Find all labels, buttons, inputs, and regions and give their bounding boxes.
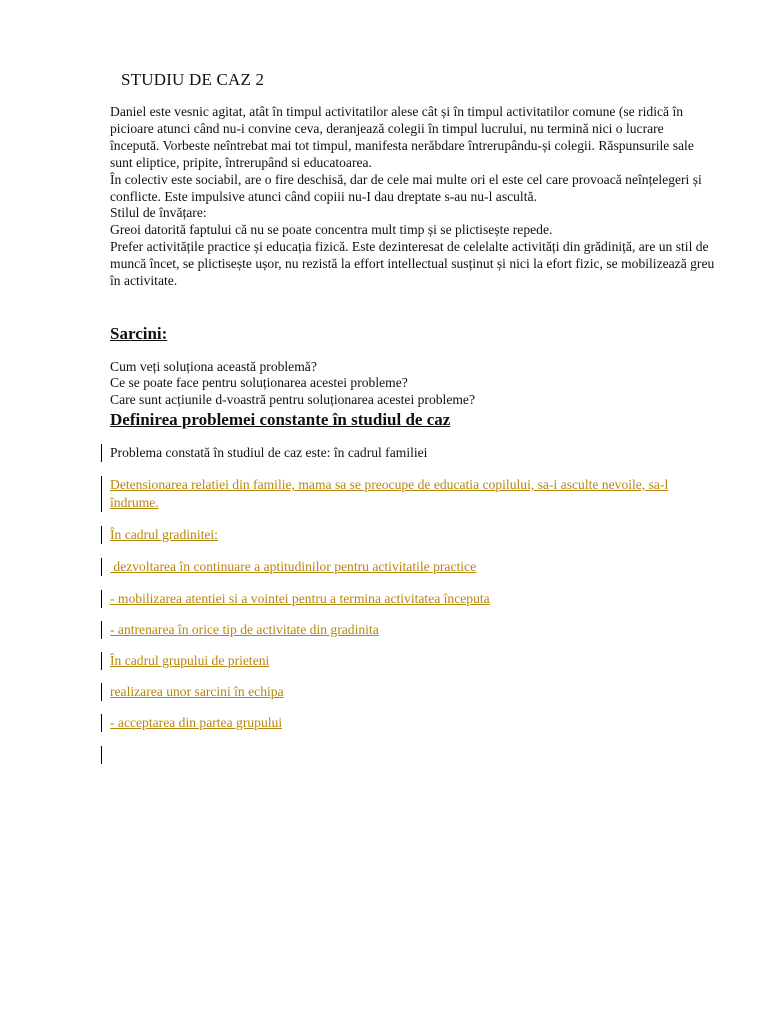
definition-heading: Definirea problemei constante în studiul de caz bbox=[110, 410, 451, 429]
intro-paragraph: În colectiv este sociabil, are o fire deschisă, dar de cele mai multe ori el este cel care provoacă neînțelegeri și conflicte. Este impulsive atunci când copiii nu-I dau dreptate s-au nu-l ascultă. bbox=[110, 171, 702, 204]
change-bar bbox=[101, 558, 102, 576]
change-bar bbox=[101, 652, 102, 670]
tracked-change-line: Detensionarea relatiei din familie, mama sa se preocupe de educatia copilului, sa-i asculte nevoile, sa-l îndrume. bbox=[110, 477, 669, 510]
intro-paragraph: Greoi datorită faptului că nu se poate concentra mult timp și se plictisește repede. bbox=[110, 222, 553, 238]
tracked-change-line: - mobilizarea atentiei si a vointei pentru a termina activitatea începuta bbox=[110, 591, 490, 606]
tracked-change-line: - antrenarea în orice tip de activitate din gradinita bbox=[110, 622, 379, 637]
intro-paragraph: Daniel este vesnic agitat, atât în timpul activitatilor alese cât și în timpul activitatilor comune (se ridică în picioare atunci când nu-i convine ceva, deranjează colegii în timpul lucrului, nu termină nici o lucrare începută. Vorbeste neîntrebat mai tot timpul, manifesta nerăbdare întrerupându-și colegii. Răspunsurile sale sunt eliptice, pripite, întrerupând si educatoarea. bbox=[110, 104, 694, 170]
questions-list bbox=[110, 359, 475, 408]
question-item: Care sunt acțiunile d-voastră pentru soluționarea acestei probleme? bbox=[110, 391, 476, 407]
question-item: Ce se poate face pentru soluționarea acestei probleme? bbox=[110, 375, 408, 391]
intro-paragraph: Stilul de învățare: bbox=[110, 205, 207, 221]
tracked-change-line: realizarea unor sarcini în echipa bbox=[110, 684, 284, 699]
question-item: Cum veți soluționa această problemă? bbox=[110, 359, 317, 374]
change-bar bbox=[101, 746, 102, 764]
change-bar bbox=[101, 621, 102, 639]
change-bar bbox=[101, 444, 102, 462]
intro-paragraph: Prefer activitățile practice și educația fizică. Este dezinteresat de celelalte activități din grădiniță, are un stil de muncă încet, se plictisește ușor, nu rezistă la effort intellectual susținut și nici la efort fizic, se mobilizează greu în activitate. bbox=[110, 239, 715, 289]
tracked-change-line: - acceptarea din partea grupului bbox=[110, 715, 283, 730]
tracked-change-line: În cadrul gradinitei: bbox=[110, 527, 218, 542]
change-bar bbox=[101, 590, 102, 608]
change-bar bbox=[101, 476, 102, 512]
tracked-change-line: dezvoltarea în continuare a aptitudinilor pentru activitatile practice bbox=[110, 559, 477, 574]
problem-statement: Problema constată în studiul de caz este: în cadrul familiei bbox=[110, 445, 428, 460]
change-bar bbox=[101, 526, 102, 544]
change-bar bbox=[101, 714, 102, 732]
change-bar bbox=[101, 683, 102, 701]
document-title: STUDIU DE CAZ 2 bbox=[121, 70, 265, 89]
sarcini-heading: Sarcini: bbox=[110, 324, 168, 343]
tracked-change-line: În cadrul grupului de prieteni bbox=[110, 653, 270, 668]
intro-text bbox=[110, 104, 715, 290]
